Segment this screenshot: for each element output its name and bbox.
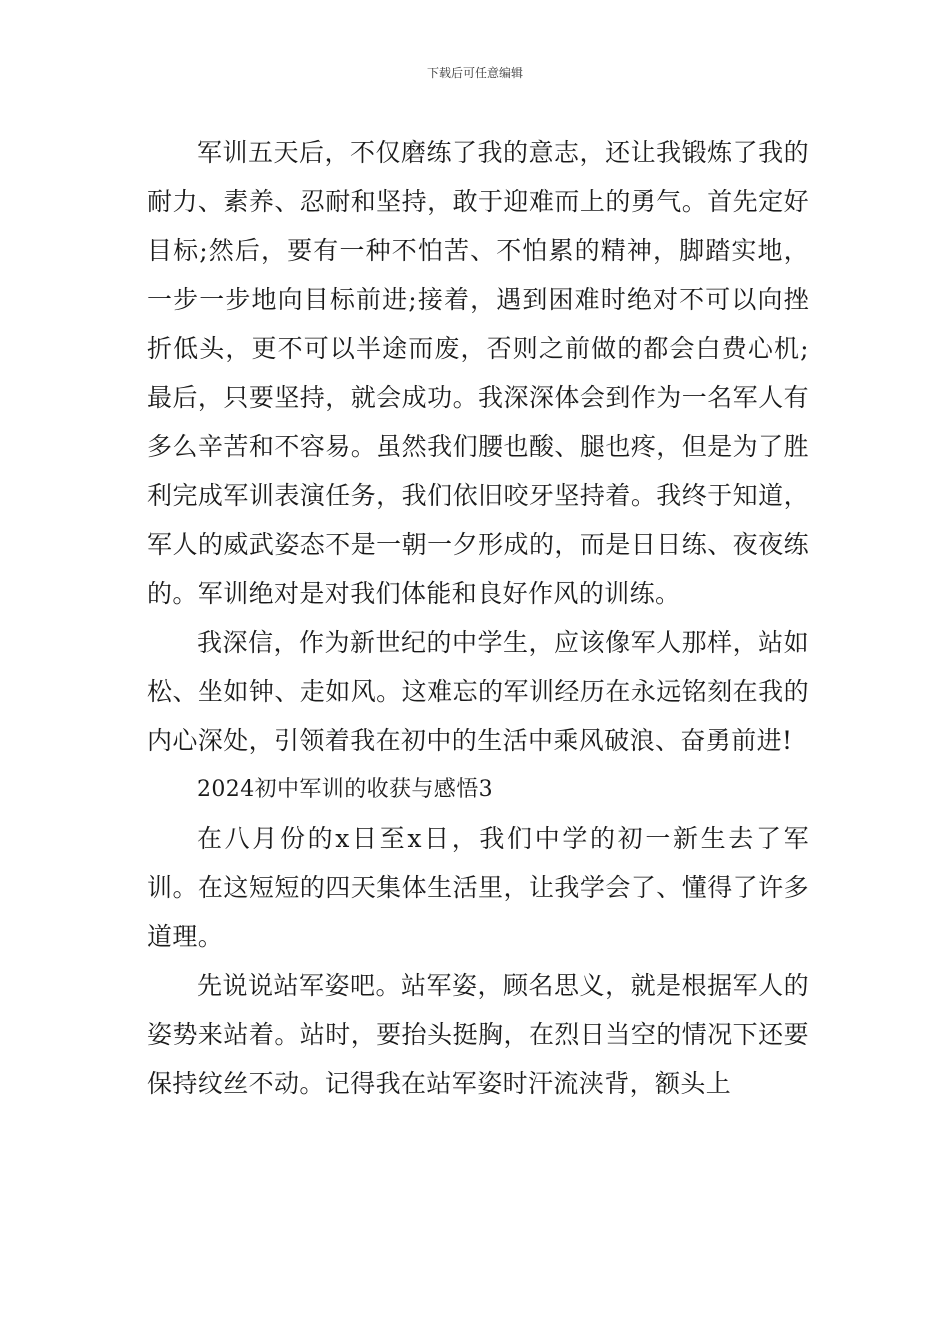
paragraph-1: 军训五天后，不仅磨练了我的意志，还让我锻炼了我的耐力、素养、忍耐和坚持，敢于迎难而上的勇气。首先定好目标;然后，要有一种不怕苦、不怕累的精神，脚踏实地，一步一步地向目标前进;接着，遇到困难时绝对不可以向挫折低头，更不可以半途而废，否则之前做的都会白费心机;最后，只要坚持，就会成功。我深深体会到作为一名军人有多么辛苦和不容易。虽然我们腰也酸、腿也疼，但是为了胜利完成军训表演任务，我们依旧咬牙坚持着。我终于知道，军人的威武姿态不是一朝一夕形成的，而是日日练、夜夜练的。军训绝对是对我们体能和良好作风的训练。 xyxy=(147,138,809,608)
page-header: 下载后可任意编辑 xyxy=(426,66,523,80)
paragraph-4: 先说说站军姿吧。站军姿，顾名思义，就是根据军人的姿势来站着。站时，要抬头挺胸，在烈日当空的情况下还要保持纹丝不动。记得我在站军姿时汗流浃背，额头上 xyxy=(147,971,809,1098)
paragraph-3: 在八月份的x日至x日，我们中学的初一新生去了军训。在这短短的四天集体生活里，让我学会了、懂得了许多道理。 xyxy=(147,824,809,951)
paragraph-2: 我深信，作为新世纪的中学生，应该像军人那样，站如松、坐如钟、走如风。这难忘的军训经历在永远铭刻在我的内心深处，引领着我在初中的生活中乘风破浪、奋勇前进! xyxy=(147,628,809,755)
section-heading: 2024初中军训的收获与感悟3 xyxy=(197,777,493,802)
document-body xyxy=(147,128,809,1108)
